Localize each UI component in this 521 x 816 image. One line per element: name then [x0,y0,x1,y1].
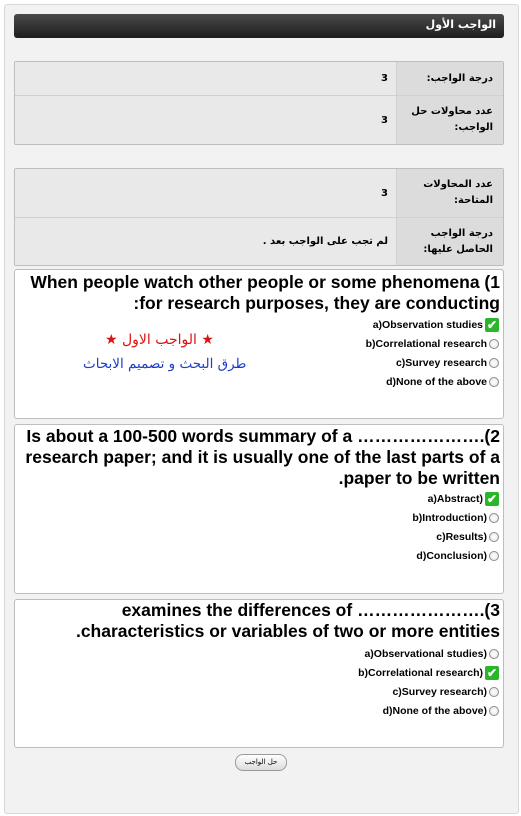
assignment-info-table [14,61,504,145]
question-line: examines the differences of ………………….(3 [121,600,500,620]
option-label: d)Conclusion) [416,550,487,562]
option-label: c)Survey research) [392,686,487,698]
radio-icon [489,513,499,523]
annotation-red: ★ الواجب الاول ★ [105,332,214,348]
option-c[interactable] [392,684,499,700]
info-label: عدد محاولات حل الواجب: [397,96,503,144]
question-text [21,600,500,642]
option-label: b)Introduction) [412,512,487,524]
option-b[interactable] [412,510,499,526]
option-label: b)Correlational research) [358,667,483,679]
question-line: .characteristics or variables of two or more entities [75,621,500,641]
question-line: .paper to be written [338,468,500,488]
option-label: a)Observational studies) [364,648,487,660]
attempts-info-table [14,168,504,266]
option-d[interactable] [416,548,499,564]
info-label: درجة الواجب الحاصل عليها: [397,218,503,265]
question-line: :for research purposes, they are conducting [133,293,500,313]
option-d[interactable] [383,703,499,719]
option-b[interactable] [366,336,499,352]
option-label: c)Survey research [395,357,487,369]
question-line: When people watch other people or some phenomena (1 [30,272,500,292]
question-3 [14,599,504,748]
info-value: لم تجب على الواجب بعد . [15,218,397,265]
question-text [21,426,500,489]
option-label: a)Observation studies [372,319,483,331]
question-line: Is about a 100-500 words summary of a ………………….(2 [26,426,500,446]
option-label: c)Results) [436,531,487,543]
radio-icon [489,551,499,561]
option-label: a)Abstract) [427,493,483,505]
question-line: research paper; and it is usually one of the last parts of a [25,447,500,467]
option-label: b)Correlational research [365,338,487,350]
radio-icon [489,649,499,659]
info-label: عدد المحاولات المتاحة: [397,169,503,217]
option-a[interactable] [364,646,499,662]
submit-button[interactable]: حل الواجب [235,754,287,771]
radio-icon [489,377,499,387]
question-text [21,272,500,314]
question-2 [14,424,504,594]
checkmark-icon: ✔ [486,492,498,506]
header-bar [14,14,504,38]
option-c[interactable] [396,355,499,371]
option-label: d)None of the above [386,376,487,388]
annotation-blue: طرق البحث و تصميم الابحاث [83,356,247,372]
option-a[interactable] [428,491,499,507]
info-row [15,217,503,265]
info-label: درجة الواجب: [397,62,503,95]
info-value: 3 [15,169,397,217]
option-a[interactable] [373,317,499,333]
info-row [15,95,503,144]
option-d[interactable] [386,374,499,390]
checkmark-icon: ✔ [486,666,498,680]
info-value: 3 [15,62,397,95]
checkmark-icon: ✔ [486,318,498,332]
page-title: الواجب الأول [425,18,496,31]
question-1 [14,269,504,419]
info-value: 3 [15,96,397,144]
option-label: d)None of the above) [382,705,487,717]
info-row [15,169,503,217]
radio-icon [489,358,499,368]
radio-icon [489,687,499,697]
info-row [15,62,503,95]
radio-icon [489,532,499,542]
option-b[interactable] [358,665,499,681]
radio-icon [489,339,499,349]
radio-icon [489,706,499,716]
option-c[interactable] [436,529,499,545]
